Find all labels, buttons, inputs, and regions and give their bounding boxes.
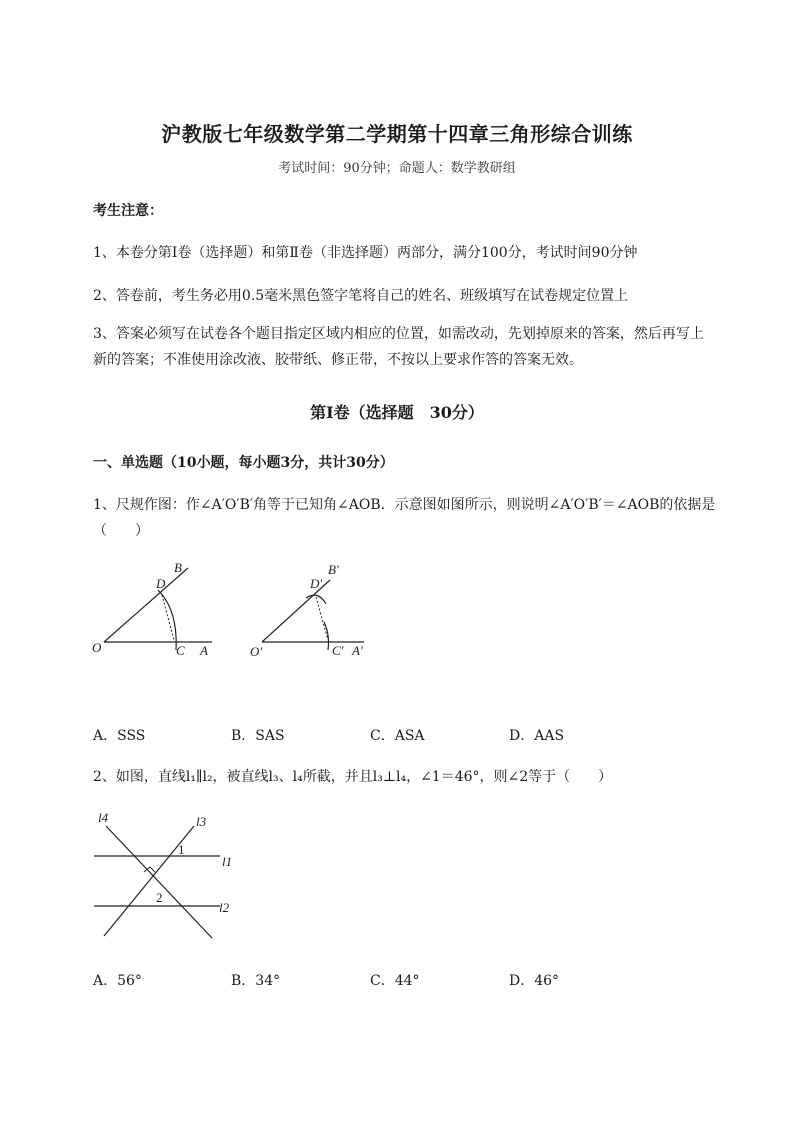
q1-option-b[interactable]: B．SAS: [231, 728, 285, 744]
label-b: B: [174, 560, 182, 575]
q2-option-d[interactable]: D．46°: [509, 973, 560, 989]
notice-item-3: 3、答案必须写在试卷各个题目指定区域内相应的位置，如需改动，先划掉原来的答案，然后再写上新的答案；不准使用涂改液、胶带纸、修正带，不按以上要求作答的答案无效。: [93, 326, 704, 368]
notice-heading: 考生注意：: [93, 203, 163, 219]
q1-option-c[interactable]: C．ASA: [370, 728, 425, 744]
question-1-figure-right: [248, 560, 378, 660]
notice-item-1: 1、本卷分第I卷（选择题）和第Ⅱ卷（非选择题）两部分，满分100分，考试时间90分钟: [93, 245, 638, 261]
segment-cd: [162, 595, 174, 640]
label-l2: l2: [219, 900, 230, 915]
label-b-prime: B′: [328, 562, 339, 577]
question-2-figure: [90, 808, 250, 943]
question-2-stem: 2、如图，直线l₁∥l₂，被直线l₃、l₄所截，并且l₃⊥l₄，∠1＝46°，则∠2等于（ ）: [93, 769, 613, 785]
label-a: A: [200, 643, 208, 658]
label-angle-2: 2: [156, 890, 163, 905]
part-heading: 一、单选题（10小题，每小题3分，共计30分）: [93, 455, 394, 471]
page-title: 沪教版七年级数学第二学期第十四章三角形综合训练: [161, 122, 633, 146]
notice-item-2: 2、答卷前，考生务必用0.5毫米黑色签字笔将自己的姓名、班级填写在试卷规定位置上: [93, 288, 629, 304]
label-o-prime: O′: [250, 644, 263, 659]
arc-cd: [158, 590, 176, 650]
label-l1: l1: [222, 854, 233, 869]
label-o: O: [92, 640, 102, 655]
q1-option-d[interactable]: D．AAS: [509, 728, 565, 744]
line-l4: [106, 826, 212, 938]
label-a-prime: A′: [352, 643, 363, 658]
label-l4: l4: [98, 810, 109, 825]
exam-info: 考试时间：90分钟；命题人：数学教研组: [278, 161, 516, 176]
label-l3: l3: [196, 814, 207, 829]
question-1-blank: （ ）: [93, 523, 149, 539]
question-1-figure-left: [90, 560, 220, 660]
label-c: C: [176, 643, 185, 658]
label-c-prime: C′: [332, 643, 344, 658]
q2-option-b[interactable]: B．34°: [231, 973, 281, 989]
label-d: D: [156, 576, 166, 591]
question-1-stem: 1、尺规作图：作∠A′O′B′角等于已知角∠AOB．示意图如图所示，则说明∠A′O′B′＝∠AOB的依据是: [93, 497, 716, 513]
arc-c-prime: [324, 622, 329, 650]
section-title: 第I卷（选择题 30分）: [310, 403, 484, 422]
q2-option-a[interactable]: A．56°: [93, 973, 142, 989]
q2-option-c[interactable]: C．44°: [370, 973, 420, 989]
label-d-prime: D′: [310, 576, 323, 591]
label-angle-1: 1: [178, 842, 185, 857]
q1-option-a[interactable]: A．SSS: [93, 728, 146, 744]
